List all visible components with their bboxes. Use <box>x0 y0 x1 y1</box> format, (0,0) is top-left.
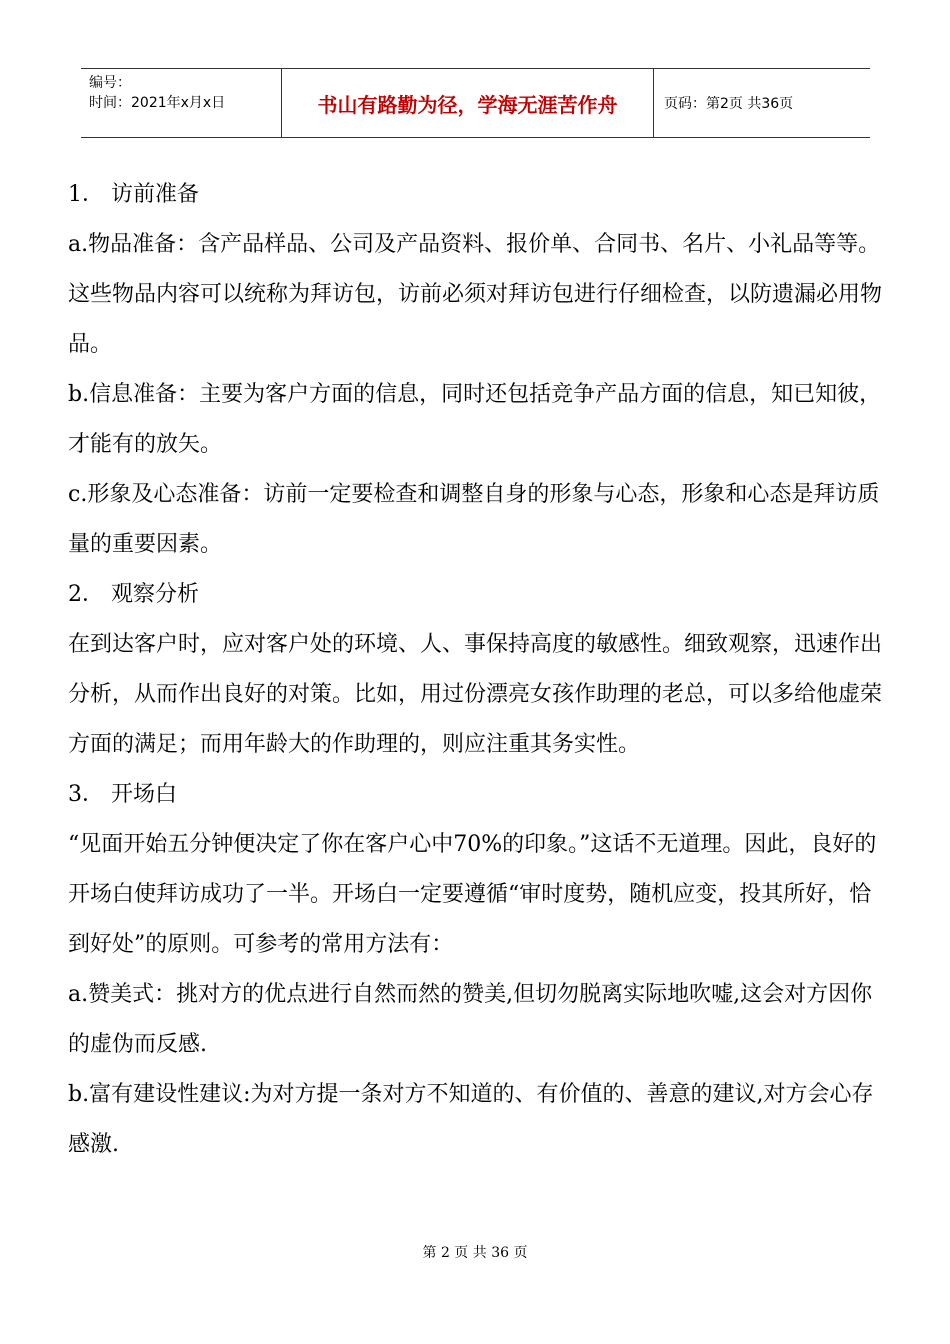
page-footer <box>0 1242 950 1262</box>
paragraph-item-preparation: a.物品准备：含产品样品、公司及产品资料、报价单、合同书、名片、小礼品等等。这些物品内容可以统称为拜访包，访前必须对拜访包进行仔细检查，以防遗漏必用物品。 <box>68 232 883 357</box>
page-info-text: 页码：第2页 共36页 <box>664 96 794 112</box>
paragraph-suggestion-method: b.富有建设性建议:为对方提一条对方不知道的、有价值的、善意的建议,对方会心存感激. <box>68 1082 874 1157</box>
paragraph-info-preparation: b.信息准备：主要为客户方面的信息，同时还包括竞争产品方面的信息，知已知彼，才能有的放矢。 <box>68 382 882 457</box>
paragraph-praise-method: a.赞美式：挑对方的优点进行自然而然的赞美,但切勿脱离实际地吹嘘,这会对方因你的虚伪而反感. <box>68 982 873 1057</box>
document-body <box>68 170 888 1170</box>
page-header <box>81 68 870 138</box>
section-heading-3: 3． 开场白 <box>68 782 177 807</box>
section-heading-2: 2． 观察分析 <box>68 582 199 607</box>
header-meta <box>81 69 282 137</box>
header-page-info <box>654 69 870 137</box>
paragraph-observation: 在到达客户时，应对客户处的环境、人、事保持高度的敏感性。细致观察，迅速作出分析，从而作出良好的对策。比如，用过份漂亮女孩作助理的老总，可以多给他虚荣方面的满足；而用年龄大的作助理的，则应注重其务实性。 <box>68 632 883 757</box>
paragraph-opening: “见面开始五分钟便决定了你在客户心中70%的印象。”这话不无道理。因此，良好的开场白使拜访成功了一半。开场白一定要遵循“审时度势，随机应变，投其所好，恰到好处”的原则。可参考的常用方法有： <box>68 832 877 957</box>
paragraph-image-preparation: c.形象及心态准备：访前一定要检查和调整自身的形象与心态，形象和心态是拜访质量的重要因素。 <box>68 482 880 557</box>
number-label: 编号： <box>89 75 131 91</box>
motto-text: 书山有路勤为径，学海无涯苦作舟 <box>317 92 618 117</box>
header-motto-cell <box>282 69 654 137</box>
section-heading-1: 1． 访前准备 <box>68 182 199 207</box>
footer-page-number: 第 2 页 共 36 页 <box>422 1245 528 1261</box>
date-line: 时间：2021年x月x日 <box>89 95 226 111</box>
